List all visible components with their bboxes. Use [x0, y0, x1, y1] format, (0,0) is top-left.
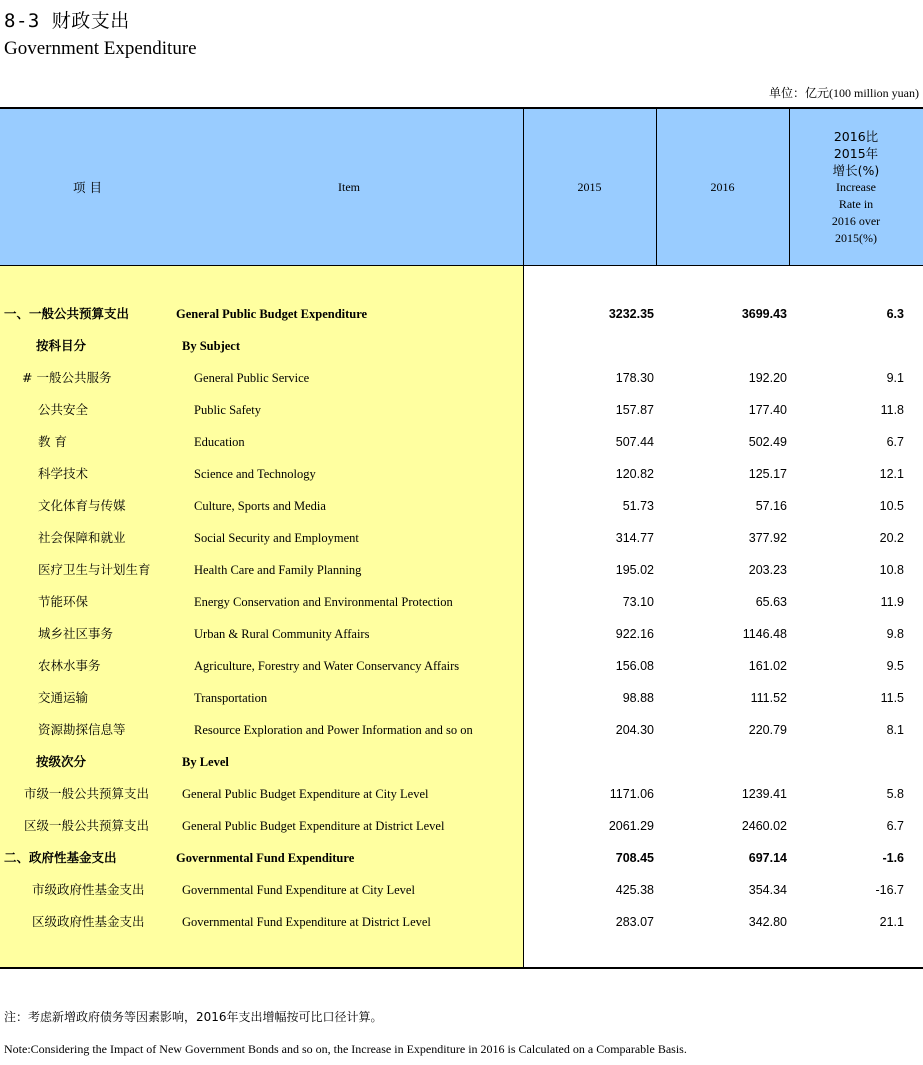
value-2015: 425.38: [615, 883, 654, 897]
value-2015: 195.02: [615, 563, 654, 577]
row-label-en: Transportation: [194, 691, 268, 705]
value-2015: 2061.29: [608, 819, 654, 833]
row-label-cn: 资源勘探信息等: [38, 722, 126, 737]
value-increase-rate: 6.7: [886, 435, 904, 449]
header-divider: [656, 109, 657, 266]
value-increase-rate: 21.1: [879, 915, 904, 929]
page-title-en: Government Expenditure: [4, 38, 197, 59]
value-increase-rate: 6.7: [886, 819, 904, 833]
table-row: [0, 746, 923, 778]
value-2016: 111.52: [750, 691, 787, 705]
row-label-cn: 城乡社区事务: [38, 626, 114, 641]
value-2015: 1171.06: [609, 787, 654, 801]
value-2015: 3232.35: [608, 307, 654, 321]
value-2016: 2460.02: [741, 819, 787, 833]
row-label-cn: 文化体育与传媒: [38, 498, 126, 513]
value-2016: 125.17: [748, 467, 787, 481]
value-increase-rate: 9.8: [886, 627, 904, 641]
value-2015: 922.16: [615, 627, 654, 641]
row-label-en: General Public Budget Expenditure: [176, 307, 368, 321]
value-increase-rate: 11.8: [880, 403, 904, 417]
value-2016: 220.79: [748, 723, 787, 737]
row-label-en: Health Care and Family Planning: [194, 563, 362, 577]
value-increase-rate: -16.7: [875, 883, 904, 897]
value-2016: 177.40: [748, 403, 787, 417]
table-row: [0, 458, 923, 490]
value-2015: 51.73: [622, 499, 654, 513]
value-2015: 157.87: [615, 403, 654, 417]
value-increase-rate: -1.6: [882, 851, 904, 865]
table-row: [0, 330, 923, 362]
row-label-en: Governmental Fund Expenditure at District Level: [182, 915, 431, 929]
row-label-cn: 按级次分: [36, 754, 87, 769]
row-label-cn: 区级一般公共预算支出: [24, 818, 150, 833]
table-row: [0, 586, 923, 618]
row-label-en: By Subject: [182, 339, 240, 353]
value-increase-rate: 6.3: [886, 307, 904, 321]
value-2016: 1239.41: [741, 787, 787, 801]
value-2015: 507.44: [615, 435, 654, 449]
value-2016: 502.49: [748, 435, 787, 449]
table-row: [0, 426, 923, 458]
row-label-en: Culture, Sports and Media: [194, 499, 326, 513]
row-label-cn: 节能环保: [38, 594, 89, 609]
table-row: [0, 810, 923, 842]
row-label-cn: 科学技术: [38, 466, 89, 481]
value-increase-rate: 20.2: [879, 531, 904, 545]
row-label-en: Urban & Rural Community Affairs: [194, 627, 370, 641]
row-label-en: Energy Conservation and Environmental Protection: [194, 595, 453, 609]
table-row: [0, 394, 923, 426]
value-2016: 65.63: [755, 595, 787, 609]
value-increase-rate: 8.1: [886, 723, 904, 737]
row-label-en: Public Safety: [194, 403, 262, 417]
value-2016: 3699.43: [741, 307, 787, 321]
header-2015: 2015: [577, 179, 602, 194]
row-label-en: Education: [194, 435, 245, 449]
row-label-en: Governmental Fund Expenditure: [176, 851, 355, 865]
row-label-en: Social Security and Employment: [194, 531, 359, 545]
value-2015: 73.10: [622, 595, 654, 609]
table-row: [0, 522, 923, 554]
value-2015: 156.08: [615, 659, 654, 673]
row-label-cn: 农林水事务: [38, 658, 101, 673]
header-rate-line: 2015(%): [835, 230, 877, 245]
header-rate-line: 2015年: [833, 145, 879, 161]
row-label-cn: 医疗卫生与计划生育: [38, 562, 151, 577]
value-2016: 192.20: [748, 371, 787, 385]
header-item-en: Item: [338, 179, 360, 194]
row-label-cn: 区级政府性基金支出: [32, 914, 145, 929]
value-2016: 342.80: [748, 915, 787, 929]
header-rate-line: 2016比: [833, 128, 879, 144]
row-label-cn: 教 育: [38, 434, 67, 449]
value-2016: 1146.48: [742, 627, 787, 641]
value-increase-rate: 12.1: [879, 467, 904, 481]
table-row: [0, 778, 923, 810]
value-2016: 377.92: [748, 531, 787, 545]
header-rate-line: 2016 over: [831, 213, 881, 228]
value-2016: 161.02: [748, 659, 787, 673]
table-row: [0, 362, 923, 394]
row-label-en: By Level: [182, 755, 229, 769]
header-rate-line: Rate in: [838, 196, 874, 211]
table-header: [0, 109, 923, 266]
value-increase-rate: 10.5: [879, 499, 904, 513]
row-label-cn: 公共安全: [38, 402, 89, 417]
table-row: [0, 490, 923, 522]
header-2016: 2016: [710, 179, 735, 194]
header-increase-rate: [789, 109, 923, 265]
row-label-cn: 二、政府性基金支出: [4, 850, 117, 865]
value-2015: 204.30: [615, 723, 654, 737]
value-2016: 697.14: [748, 851, 787, 865]
row-label-en: General Public Service: [194, 371, 310, 385]
value-2016: 203.23: [748, 563, 787, 577]
page-title-cn: 8-3 财政支出: [4, 10, 130, 32]
value-increase-rate: 11.9: [880, 595, 904, 609]
row-label-cn: 交通运输: [38, 690, 89, 705]
value-increase-rate: 5.8: [886, 787, 904, 801]
row-label-en: General Public Budget Expenditure at District Level: [182, 819, 445, 833]
value-2015: 708.45: [615, 851, 654, 865]
row-label-en: General Public Budget Expenditure at City Level: [182, 787, 429, 801]
value-2015: 178.30: [615, 371, 654, 385]
value-2015: 314.77: [615, 531, 654, 545]
note-en: Note:Considering the Impact of New Government Bonds and so on, the Increase in Expenditure in 2016 is Calculated on a Comparable Basis.: [4, 1042, 687, 1056]
header-rate-line: Increase: [836, 179, 876, 194]
header-item-cn: 项 目: [73, 180, 102, 195]
row-label-cn: # 一般公共服务: [22, 370, 112, 385]
value-2015: 283.07: [615, 915, 654, 929]
expenditure-table: [0, 107, 923, 969]
table-row: [0, 298, 923, 330]
row-label-en: Resource Exploration and Power Information and so on: [194, 723, 473, 737]
value-increase-rate: 11.5: [880, 691, 904, 705]
row-label-en: Science and Technology: [194, 467, 316, 481]
row-label-en: Agriculture, Forestry and Water Conservancy Affairs: [194, 659, 460, 673]
row-label-cn: 社会保障和就业: [38, 530, 126, 545]
value-increase-rate: 10.8: [879, 563, 904, 577]
value-2015: 120.82: [615, 467, 654, 481]
row-label-cn: 一、一般公共预算支出: [4, 306, 130, 321]
table-row: [0, 714, 923, 746]
table-row: [0, 906, 923, 938]
table-row: [0, 618, 923, 650]
value-2016: 354.34: [748, 883, 787, 897]
table-row: [0, 650, 923, 682]
note-cn: 注：考虑新增政府债务等因素影响，2016年支出增幅按可比口径计算。: [4, 1010, 383, 1024]
table-row: [0, 874, 923, 906]
table-row: [0, 682, 923, 714]
header-rate-line: 增长(%): [832, 162, 880, 178]
header-divider: [789, 109, 790, 266]
value-increase-rate: 9.5: [886, 659, 904, 673]
row-label-cn: 市级政府性基金支出: [32, 882, 145, 897]
row-label-en: Governmental Fund Expenditure at City Level: [182, 883, 415, 897]
value-2015: 98.88: [622, 691, 654, 705]
value-2016: 57.16: [755, 499, 787, 513]
value-increase-rate: 9.1: [886, 371, 904, 385]
table-row: [0, 842, 923, 874]
unit-label: 单位：亿元(100 million yuan): [769, 86, 919, 100]
row-label-cn: 市级一般公共预算支出: [24, 786, 150, 801]
row-label-cn: 按科目分: [36, 338, 87, 353]
table-row: [0, 554, 923, 586]
